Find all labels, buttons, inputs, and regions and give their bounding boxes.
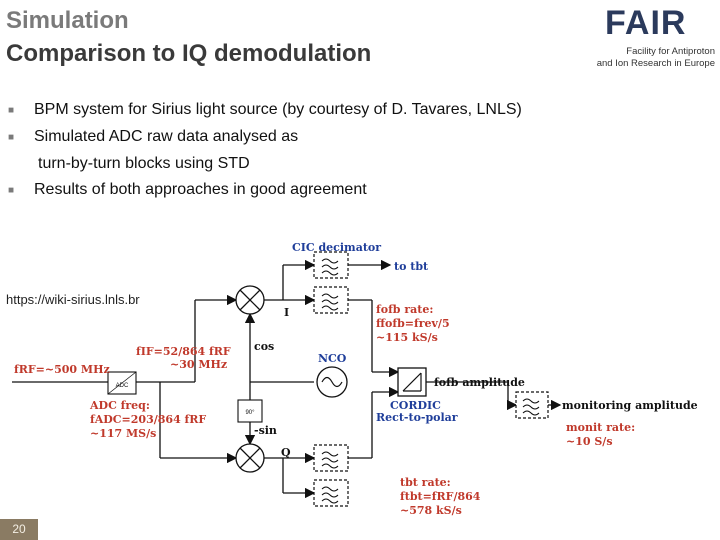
label-adc-freq-2: fADC=203/864 fRF [90,413,207,426]
label-monit-rate-1: monit rate: [566,421,636,434]
bullet-text: Results of both approaches in good agreement [34,181,367,198]
svg-text:90°: 90° [245,410,255,416]
fofb-filter-q-block [314,445,348,471]
adc-block [108,372,136,394]
bullet-marker-icon: ■ [8,132,15,143]
label-fofb-rate-2: ffofb=frev/5 [376,317,450,330]
label-nco: NCO [318,352,347,365]
cic-decimator-tbt-q-block [314,480,348,506]
fofb-filter-i-block [314,287,348,313]
label-i: I [284,306,290,319]
bullet-marker-icon: ■ [8,105,15,116]
nco-oscillator-icon [317,367,347,397]
label-adc-freq-3: ~117 MS/s [90,427,157,440]
label-cos: cos [254,340,275,353]
cic-decimator-tbt-i-block [314,252,348,278]
label-monit-rate-2: ~10 S/s [566,435,613,448]
source-url: https://wiki-sirius.lnls.br [6,292,140,307]
logo-subtitle-line-1: Facility for Antiproton [626,46,715,57]
label-adc-freq-1: ADC freq: [90,399,150,412]
label-tbt-rate-2: ftbt=fRF/864 [400,490,481,503]
bullet-marker-icon: ■ [8,185,15,196]
phase-shifter-block [238,400,262,422]
label-frf: fRF=~500 MHz [14,363,110,376]
label-tbt-rate-1: tbt rate: [400,476,451,489]
label-fofb-rate-1: fofb rate: [376,303,434,316]
mixer-q-icon [236,444,264,472]
label-tbt-rate-3: ~578 kS/s [400,504,462,517]
label-fif-2: ~30 MHz [170,358,228,371]
bullet-text: turn-by-turn blocks using STD [38,155,250,172]
label-fofb-amplitude: fofb amplitude [434,376,525,389]
bullet-text: Simulated ADC raw data analysed as [34,128,299,145]
fair-logo: FAIR [605,4,687,42]
label-cordic-2: Rect-to-polar [376,411,458,424]
monitoring-filter-block [516,392,548,418]
label-q: Q [281,446,291,459]
label-cic-decimator: CIC decimator [292,241,382,254]
mixer-i-icon [236,286,264,314]
label-fofb-rate-3: ~115 kS/s [376,331,438,344]
page-number: 20 [0,519,38,540]
label-monitoring-amplitude: monitoring amplitude [562,399,698,412]
cordic-block [398,368,426,396]
label-cordic-1: CORDIC [390,399,441,412]
label-neg-sin: -sin [254,424,277,437]
title-line-1: Simulation [6,7,129,34]
label-to-tbt: to tbt [394,260,429,273]
bullet-text: BPM system for Sirius light source (by courtesy of D. Tavares, LNLS) [34,101,522,118]
logo-subtitle-line-2: and Ion Research in Europe [596,58,715,69]
label-fif-1: fIF=52/864 fRF [136,345,231,358]
adc-label: ADC [115,383,129,389]
title-line-2: Comparison to IQ demodulation [6,40,372,67]
